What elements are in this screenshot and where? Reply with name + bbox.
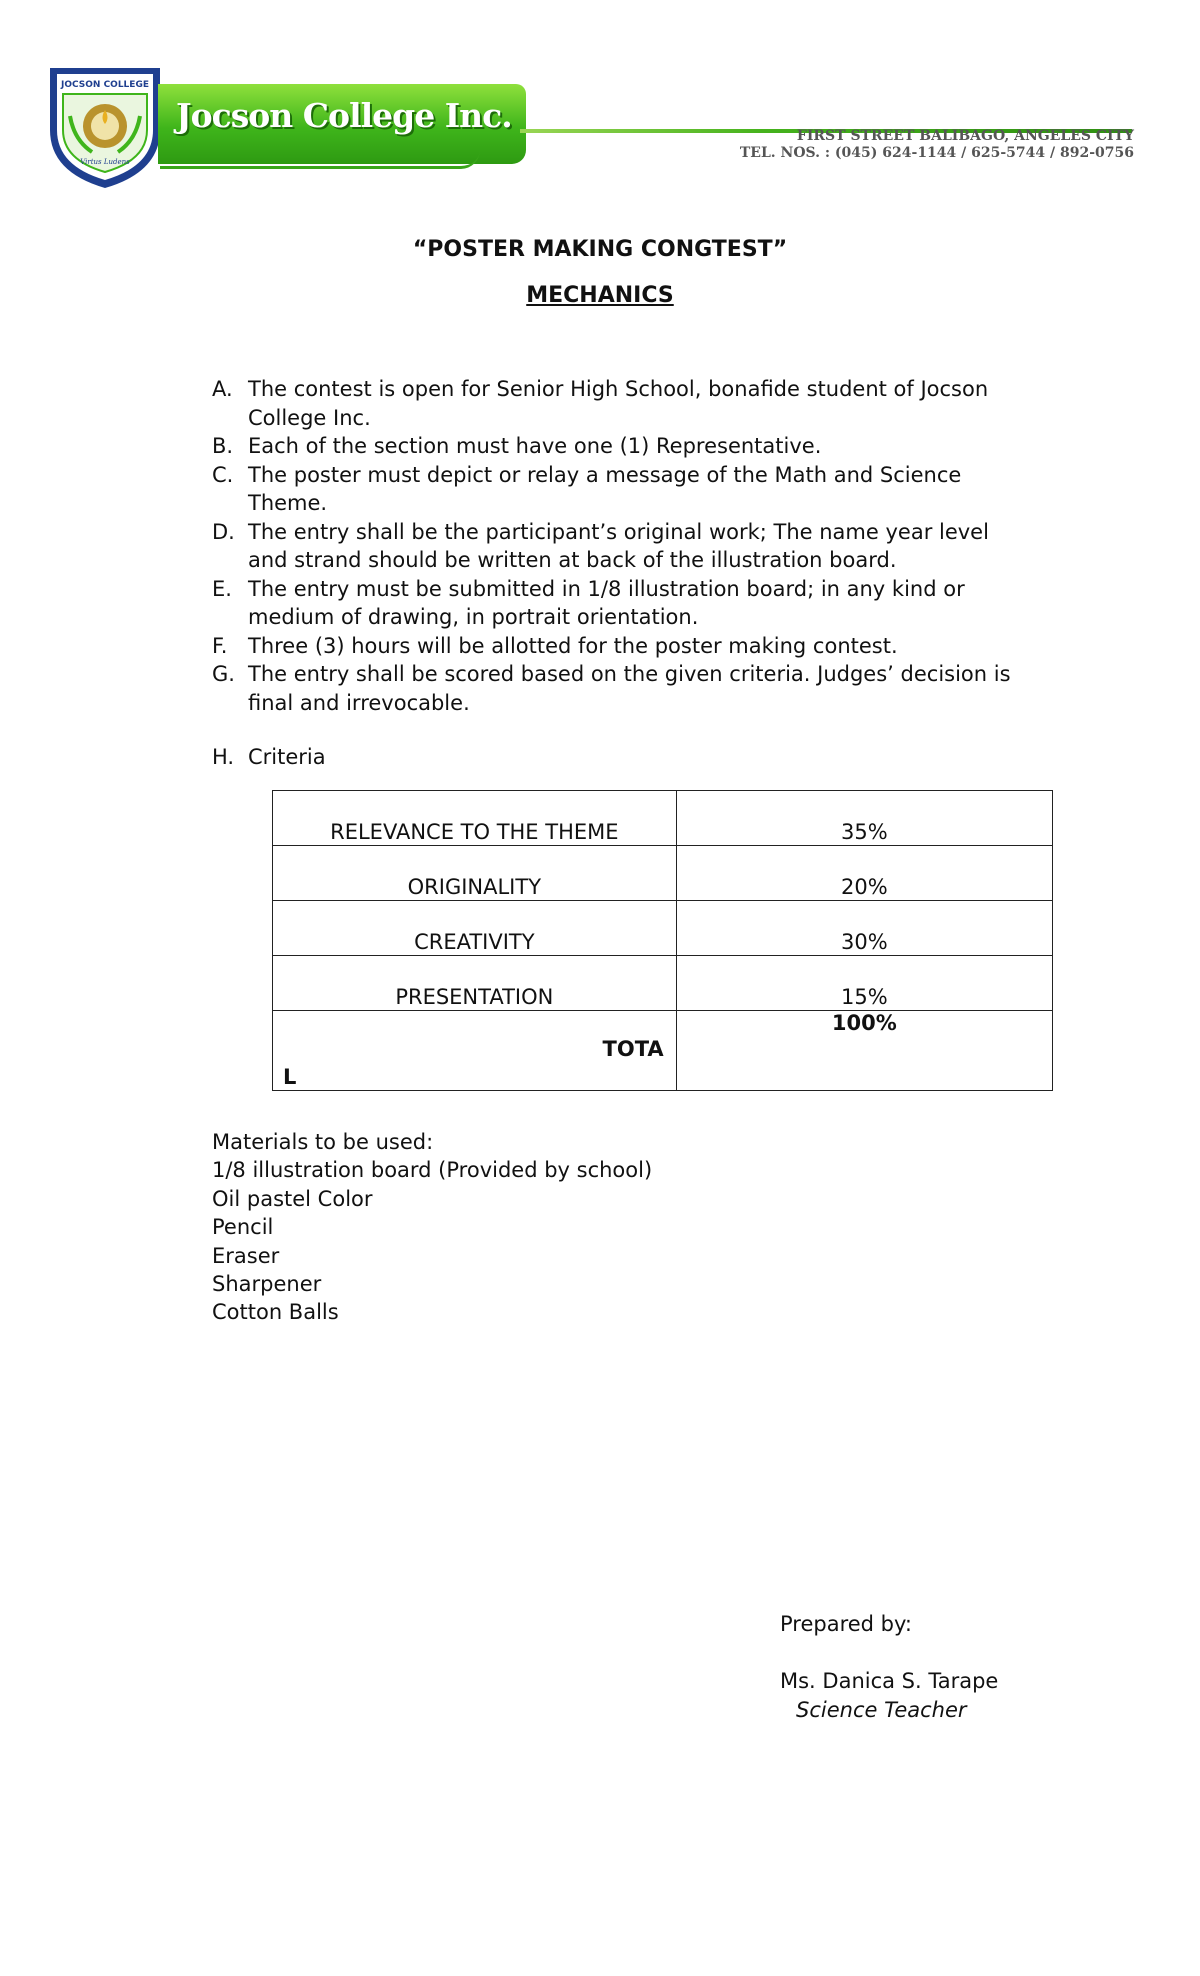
banner-underline xyxy=(160,150,480,169)
list-item xyxy=(212,660,1042,717)
item-line: The entry must be submitted in 1/8 illustration board; in any kind or xyxy=(248,576,965,601)
criterion-name: CREATIVITY xyxy=(273,901,677,956)
material-item: 1/8 illustration board (Provided by school) xyxy=(212,1158,653,1183)
spacer xyxy=(780,1639,998,1668)
prepared-by-label: Prepared by: xyxy=(780,1612,912,1636)
item-letter: B. xyxy=(212,434,234,458)
criterion-name: RELEVANCE TO THE THEME xyxy=(273,791,677,846)
item-line: and strand should be written at back of the illustration board. xyxy=(248,548,897,572)
list-item xyxy=(212,375,1042,432)
list-item xyxy=(212,518,1042,575)
list-item xyxy=(212,432,1042,461)
total-row xyxy=(273,1011,1053,1091)
criteria-table xyxy=(272,790,1053,1091)
phone-line: TEL. NOS. : (045) 624-1144 / 625-5744 / 892-0756 xyxy=(739,145,1134,161)
document-subtitle: MECHANICS xyxy=(526,283,674,308)
material-item: Eraser xyxy=(212,1243,280,1268)
item-line: Theme. xyxy=(248,491,328,515)
college-seal-icon xyxy=(44,60,166,192)
item-line: Each of the section must have one (1) Representative. xyxy=(248,434,822,458)
total-value: 100% xyxy=(676,1011,1052,1091)
item-letter: G. xyxy=(212,662,235,686)
item-letter: D. xyxy=(212,519,235,544)
item-line: The entry shall be scored based on the given criteria. Judges’ decision is xyxy=(248,662,1011,686)
mechanics-list xyxy=(212,375,1042,717)
signature-block xyxy=(780,1610,998,1724)
total-label-cell xyxy=(273,1011,677,1091)
list-item xyxy=(212,632,1042,661)
item-line: The entry shall be the participant’s original work; The name year level xyxy=(248,519,989,544)
table-row xyxy=(273,956,1053,1011)
table-row xyxy=(273,901,1053,956)
item-letter: H. xyxy=(212,745,235,769)
item-line: medium of drawing, in portrait orientation. xyxy=(248,605,699,629)
criterion-weight: 15% xyxy=(676,956,1052,1011)
letterhead xyxy=(0,0,1200,200)
college-name: Jocson College Inc. xyxy=(176,96,512,135)
list-item xyxy=(212,575,1042,632)
materials-section xyxy=(212,1128,652,1327)
criterion-weight: 30% xyxy=(676,901,1052,956)
address-line: FIRST STREET BALIBAGO, ANGELES CITY xyxy=(796,128,1134,144)
material-item: Sharpener xyxy=(212,1272,322,1297)
item-line: The poster must depict or relay a message of the Math and Science xyxy=(248,462,962,487)
seal-text: JOCSON COLLEGE xyxy=(61,80,149,90)
item-line: The contest is open for Senior High School, bonafide student of Jocson xyxy=(248,377,989,401)
criterion-name: ORIGINALITY xyxy=(273,846,677,901)
item-line: College Inc. xyxy=(248,405,371,430)
material-item: Oil pastel Color xyxy=(212,1186,373,1211)
item-line: final and irrevocable. xyxy=(248,690,470,715)
document-title: “POSTER MAKING CONGTEST” xyxy=(412,237,788,262)
material-item: Cotton Balls xyxy=(212,1300,339,1325)
criterion-weight: 35% xyxy=(676,791,1052,846)
criterion-name: PRESENTATION xyxy=(273,956,677,1011)
seal-motto: Virtus Ludens xyxy=(80,158,130,166)
item-line: Three (3) hours will be allotted for the poster making contest. xyxy=(248,633,898,658)
item-letter: E. xyxy=(212,576,232,601)
criteria-label: Criteria xyxy=(248,745,326,769)
list-item xyxy=(212,461,1042,518)
item-letter: F. xyxy=(212,633,228,658)
table-row xyxy=(273,846,1053,901)
criterion-weight: 20% xyxy=(676,846,1052,901)
signatory-name: Ms. Danica S. Tarape xyxy=(780,1669,999,1693)
materials-heading: Materials to be used: xyxy=(212,1130,434,1154)
criteria-heading xyxy=(212,745,326,769)
item-letter: A. xyxy=(212,377,233,401)
college-address xyxy=(714,128,1134,162)
table-row xyxy=(273,791,1053,846)
item-letter: C. xyxy=(212,462,234,487)
signatory-role: Science Teacher xyxy=(796,1697,967,1722)
total-label: TOTA xyxy=(602,1037,664,1061)
total-label-wrap: L xyxy=(283,1065,297,1089)
material-item: Pencil xyxy=(212,1215,274,1240)
